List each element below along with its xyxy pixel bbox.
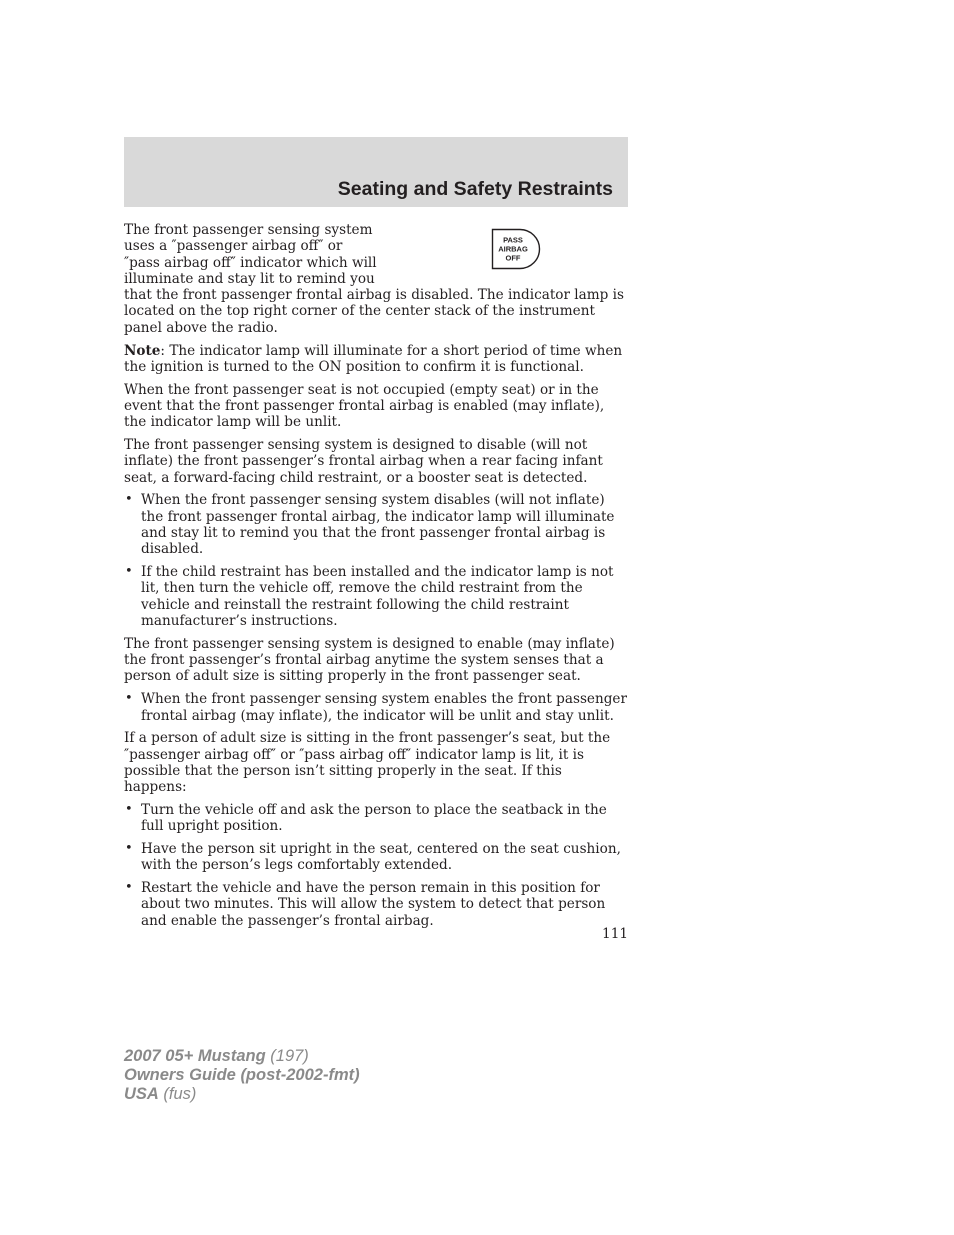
bullet-text: Have the person sit upright in the seat, centered on the seat cushion, with the person’s legs comfortably extended.: [141, 841, 621, 874]
bullet-item: [124, 880, 628, 929]
bullet-item: [124, 841, 628, 874]
intro-wrapped-lines: [124, 222, 392, 287]
indicator-label-line3: OFF: [505, 253, 521, 263]
bullet-text: Restart the vehicle and have the person remain in this position for about two minutes. This will allow the system to detect that person and enable the passenger’s frontal airbag.: [141, 880, 606, 929]
document-footer: [124, 1047, 360, 1104]
bullet-symbol: •: [125, 880, 133, 896]
section-title: Seating and Safety Restraints: [337, 178, 613, 200]
bullet-symbol: •: [125, 691, 133, 707]
bullet-item: [124, 802, 628, 835]
footer-guide-name: Owners Guide (post-2002-fmt): [124, 1066, 360, 1084]
note-paragraph: [124, 343, 628, 376]
paragraph-adult-lamp-lit: If a person of adult size is sitting in the front passenger’s seat, but the ″passenger airbag off″ or ″pass airbag off″ indicator lamp is lit, it is possible that the person isn’t sitting properly in the seat. If this happens:: [124, 730, 611, 796]
bullet-symbol: •: [125, 492, 133, 508]
bullet-symbol: •: [125, 564, 133, 580]
intro-line: ″pass airbag off″ indicator which will: [124, 254, 377, 271]
intro-paragraph: [124, 222, 628, 336]
bullet-item: [124, 564, 628, 629]
footer-market-code: (fus): [158, 1085, 197, 1103]
page-number: 111: [602, 926, 628, 942]
footer-model: 2007 05+ Mustang: [124, 1047, 266, 1065]
bullet-symbol: •: [125, 802, 133, 817]
note-label: Note: [124, 342, 161, 359]
section-header-band: [124, 137, 628, 207]
note-text: : The indicator lamp will illuminate for a short period of time when the ignition is turned to the ON position to confirm it is functional.: [124, 342, 623, 375]
intro-continuation: that the front passenger frontal airbag is disabled. The indicator lamp is located on the top right corner of the center stack of the instrument panel above the radio.: [124, 287, 624, 336]
intro-line: uses a ″passenger airbag off″ or: [124, 238, 343, 255]
bullet-text: When the front passenger sensing system enables the front passenger frontal airbag (may inflate), the indicator will be unlit and stay unlit.: [141, 691, 627, 724]
footer-line-2: [124, 1066, 360, 1085]
footer-model-code: (197): [265, 1047, 309, 1065]
indicator-label-line1: PASS: [503, 235, 523, 245]
footer-line-3: [124, 1085, 360, 1104]
bullet-text: Turn the vehicle off and ask the person to place the seatback in the full upright position.: [141, 802, 607, 835]
bullet-text: If the child restraint has been installed and the indicator lamp is not lit, then turn the vehicle off, remove the child restraint from the vehicle and reinstall the restraint following the child restraint manufacturer’s instructions.: [141, 564, 614, 630]
footer-market: USA: [124, 1085, 159, 1103]
bullet-item: [124, 492, 628, 557]
bullet-item: [124, 691, 628, 724]
footer-line-1: [124, 1047, 360, 1066]
paragraph-enable-conditions: The front passenger sensing system is designed to enable (may inflate) the front passenger’s frontal airbag anytime the system senses that a person of adult size is sitting properly in the front passenger seat.: [124, 635, 615, 685]
page-content: [124, 222, 628, 936]
intro-line: illuminate and stay lit to remind you: [124, 270, 375, 287]
paragraph-unoccupied-seat: When the front passenger seat is not occupied (empty seat) or in the event that the front passenger frontal airbag is enabled (may inflate), the indicator lamp will be unlit.: [124, 381, 605, 431]
pass-airbag-off-indicator-icon: [491, 228, 541, 270]
indicator-label-line2: AIRBAG: [498, 244, 528, 254]
intro-line: The front passenger sensing system: [124, 222, 373, 238]
bullet-symbol: •: [125, 841, 133, 857]
bullet-text: When the front passenger sensing system disables (will not inflate) the front passenger frontal airbag, the indicator lamp will illuminate and stay lit to remind you that the front passenger frontal airbag is disabled.: [141, 492, 615, 558]
paragraph-disable-conditions: The front passenger sensing system is designed to disable (will not inflate) the front passenger’s frontal airbag when a rear facing infant seat, a forward-facing child restraint, or a booster seat is detected.: [124, 437, 603, 486]
